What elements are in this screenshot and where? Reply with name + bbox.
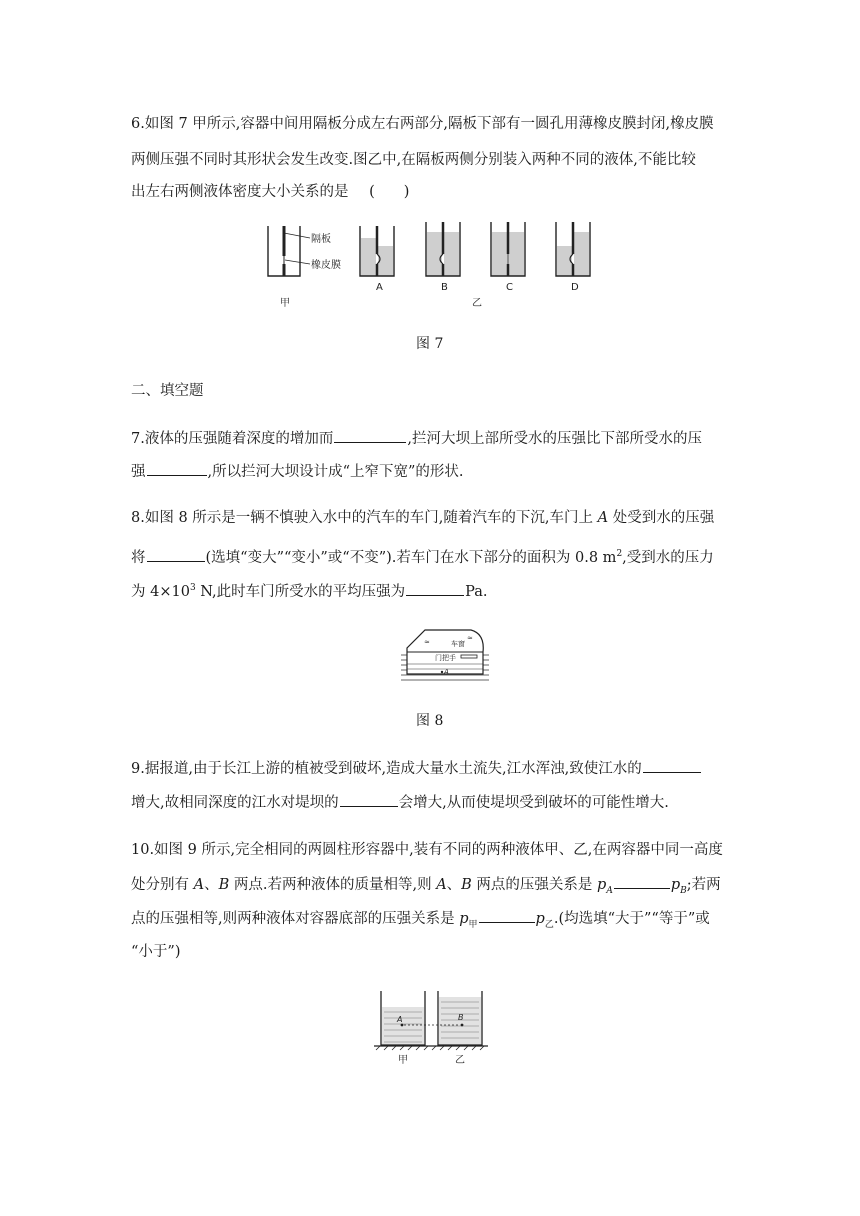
q8-line3 [131,578,488,602]
fig7-label-D: D [571,282,579,293]
q10-var-A1: A [193,877,205,893]
fig7-label-yi: 乙 [472,298,482,308]
figure-8-caption: 图 8 [416,713,444,729]
q6-line3-text: 出左右两侧液体密度大小关系的是 [131,184,349,200]
q10-pA: p [597,877,607,893]
fig7-label-C: C [506,282,513,293]
fig8-label-handle: 门把手 [435,654,456,662]
q10-blank-1[interactable] [614,874,670,889]
q9-blank-1[interactable] [643,758,701,773]
figure-8 [399,622,491,686]
q10-line2 [131,874,721,901]
q8-line1 [131,508,714,528]
q8-line3a: 为 4×10 [131,583,190,600]
q8-line2-sup: 2 [616,549,623,559]
fig9-label-jia: 甲 [398,1055,408,1066]
q10-line3b: .(均选填“大于”“等于”或 [553,911,710,927]
q10-pB-sub: B [680,885,687,896]
fig8-window-mark-right: ≈ [467,634,473,642]
q7-line2 [131,461,464,482]
q9-line2 [131,792,669,813]
fig7-label-partition: 隔板 [311,234,331,245]
q10-pjia: p [459,911,469,927]
q10-pA-sub: A [606,885,613,896]
q8-line3b: N,此时车门所受水的平均压强为 [195,583,406,600]
q10-pB: p [670,877,681,893]
q8-line3-sup: 3 [189,583,196,593]
fig9-label-yi: 乙 [455,1055,465,1066]
q10-line2a: 处分别有 [131,877,194,893]
q8-line2c: ,受到水的压力 [622,549,714,566]
q9-line2a: 增大,故相同深度的江水对堤坝的 [131,795,339,811]
q10-line3 [131,908,710,935]
q8-var-A: A [597,510,609,526]
q8-line2a: 将 [131,549,146,566]
q7-blank-2[interactable] [147,461,207,476]
q7-line2a: 强 [131,464,146,480]
q7-line1a: 7.液体的压强随着深度的增加而 [131,431,334,447]
q9-blank-2[interactable] [340,792,398,807]
fig7-jia-container [268,226,310,276]
fig7-option-C [491,222,525,276]
q10-pjia-sub: 甲 [468,919,478,930]
q8-blank-2[interactable] [406,581,464,596]
q8-blank-1[interactable] [147,547,205,562]
fig9-point-A [401,1024,404,1027]
q8-line2 [131,544,714,568]
q7-blank-1[interactable] [334,428,406,443]
q9-line1 [131,758,702,779]
fig7-label-B: B [441,282,448,293]
fig7-label-A: A [376,282,383,293]
fig9-label-B: B [458,1013,464,1022]
section-2-title: 二、填空题 [131,383,204,399]
q10-pyi: p [535,911,545,927]
fig8-window-mark-left: ≈ [424,638,430,646]
q10-line2c: 两点.若两种液体的质量相等,则 [229,877,437,893]
q10-pyi-sub: 乙 [544,919,554,930]
figure-7 [262,218,602,308]
q10-line2h: ;若两 [686,877,721,893]
q6-line3 [131,182,409,202]
fig7-option-D [556,222,590,276]
q6-answer-paren: ( ) [369,184,410,200]
q10-line4: “小于”) [131,944,181,960]
q7-line1b: ,拦河大坝上部所受水的压强比下部所受水的压 [407,431,702,447]
fig9-label-A: A [397,1015,403,1024]
q10-blank-2[interactable] [479,908,535,923]
fig7-label-membrane: 橡皮膜 [311,260,341,271]
fig7-option-B [426,222,460,276]
q6-line1: 6.如图 7 甲所示,容器中间用隔板分成左右两部分,隔板下部有一圆孔用薄橡皮膜封闭,橡皮膜 [131,116,714,132]
q10-line2b: 、 [204,877,219,893]
fig8-label-window: 车窗 [451,640,465,648]
q9-line1a: 9.据报道,由于长江上游的植被受到破坏,造成大量水土流失,江水浑浊,致使江水的 [131,761,642,777]
fig9-point-B [461,1024,464,1027]
q8-line2b: (选填“变大”“变小”或“不变”).若车门在水下部分的面积为 0.8 m [205,549,617,566]
q7-line1 [131,428,702,449]
q8-line1b: 处受到水的压强 [608,510,715,526]
q9-line2b: 会增大,从而使堤坝受到破坏的可能性增大. [398,795,669,811]
q7-line2b: ,所以拦河大坝设计成“上窄下宽”的形状. [207,464,464,480]
q8-line1a: 8.如图 8 所示是一辆不慎驶入水中的汽车的车门,随着汽车的下沉,车门上 [131,510,598,526]
q10-var-B1: B [218,877,230,893]
figure-9 [372,990,490,1066]
q10-line2g: 两点的压强关系是 [471,877,598,893]
fig7-label-jia: 甲 [280,298,290,308]
q10-var-B2: B [461,877,472,893]
fig9-liquid-jia [382,1007,424,1045]
fig8-label-A: A [444,668,449,676]
fig8-point-A [441,671,443,673]
q6-line2: 两侧压强不同时其形状会发生改变.图乙中,在隔板两侧分别装入两种不同的液体,不能比较 [131,152,696,168]
q8-line3c: Pa. [465,583,488,600]
q10-line2e: 、 [446,877,462,893]
fig7-option-A [360,226,394,276]
figure-7-caption: 图 7 [416,336,444,352]
q10-line3a: 点的压强相等,则两种液体对容器底部的压强关系是 [131,911,460,927]
q10-line1: 10.如图 9 所示,完全相同的两圆柱形容器中,装有不同的两种液体甲、乙,在两容器中同一高度 [131,842,723,858]
q10-var-A2: A [436,877,447,893]
